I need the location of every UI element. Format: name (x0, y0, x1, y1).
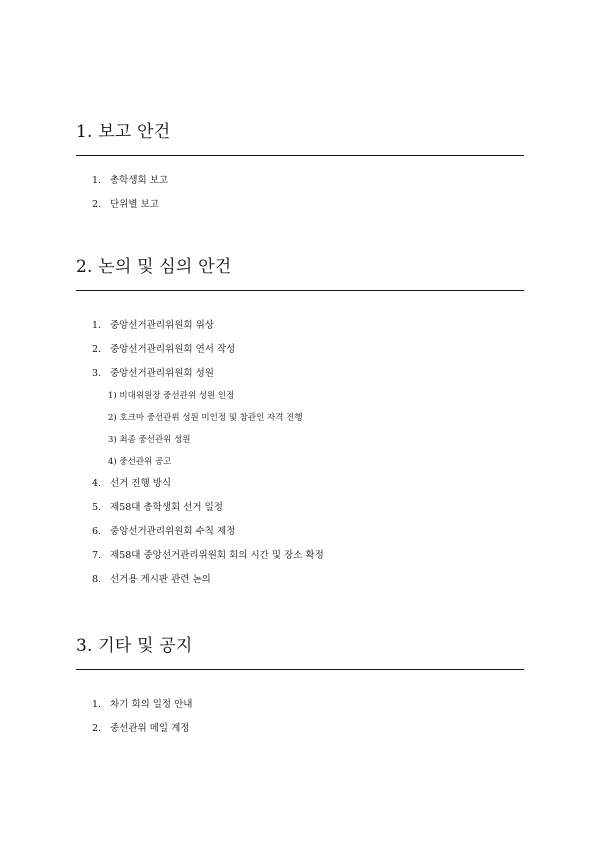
list-item-number: 3. (92, 368, 102, 379)
sub-list-item: 3) 최종 중선관위 성원 (108, 435, 191, 445)
list-item (92, 344, 235, 356)
sub-list-item: 1) 비대위원장 중선관위 성원 인정 (108, 391, 235, 401)
list-item (92, 199, 159, 211)
section-divider (76, 669, 524, 670)
list-item-text: 총학생회 보고 (110, 175, 169, 186)
list-item-text: 중앙선거관리위원회 수칙 제정 (110, 526, 236, 537)
list-item (92, 320, 214, 332)
list-item (92, 550, 324, 562)
list-item (92, 478, 171, 490)
list-item-text: 중앙선거관리위원회 연서 작성 (110, 344, 236, 355)
list-item (92, 574, 211, 586)
sub-list-item: 4) 중선관위 공고 (108, 457, 172, 467)
list-item-text: 중앙선거관리위원회 위상 (110, 320, 214, 331)
list-item (92, 723, 189, 735)
list-item-number: 2. (92, 723, 102, 734)
list-item-number: 2. (92, 199, 102, 210)
list-item-number: 2. (92, 344, 102, 355)
section-heading: 3. 기타 및 공지 (76, 636, 193, 656)
list-item-text: 제58대 총학생회 선거 일정 (110, 502, 223, 513)
list-item-number: 5. (92, 502, 102, 513)
list-item (92, 368, 214, 380)
section-divider (76, 290, 524, 291)
list-item (92, 526, 235, 538)
list-item-text: 선거 진행 방식 (110, 478, 172, 489)
list-item (92, 502, 223, 514)
section-report-agenda (76, 121, 524, 156)
list-item-number: 1. (92, 175, 102, 186)
list-item-text: 제58대 중앙선거관리위원회 회의 시간 및 장소 확정 (110, 550, 324, 561)
list-item (92, 699, 192, 711)
list-item-number: 1. (92, 699, 102, 710)
section-discussion-agenda (76, 256, 524, 291)
list-item-number: 6. (92, 526, 102, 537)
list-item-number: 4. (92, 478, 102, 489)
list-item-text: 차기 회의 일정 안내 (110, 699, 193, 710)
section-heading: 1. 보고 안건 (76, 122, 171, 142)
list-item-text: 선거용 게시판 관련 논의 (110, 574, 211, 585)
list-item-text: 단위별 보고 (110, 199, 159, 210)
section-heading: 2. 논의 및 심의 안건 (76, 257, 232, 277)
list-item-number: 7. (92, 550, 102, 561)
list-item-text: 중선관위 메일 계정 (110, 723, 190, 734)
list-item-text: 중앙선거관리위원회 성원 (110, 368, 214, 379)
section-misc-notices (76, 635, 524, 670)
list-item (92, 175, 168, 187)
sub-list-item: 2) 호크마 중선관위 성원 미인정 및 참관인 자격 진행 (108, 413, 303, 423)
section-divider (76, 155, 524, 156)
list-item-number: 1. (92, 320, 102, 331)
list-item-number: 8. (92, 574, 102, 585)
